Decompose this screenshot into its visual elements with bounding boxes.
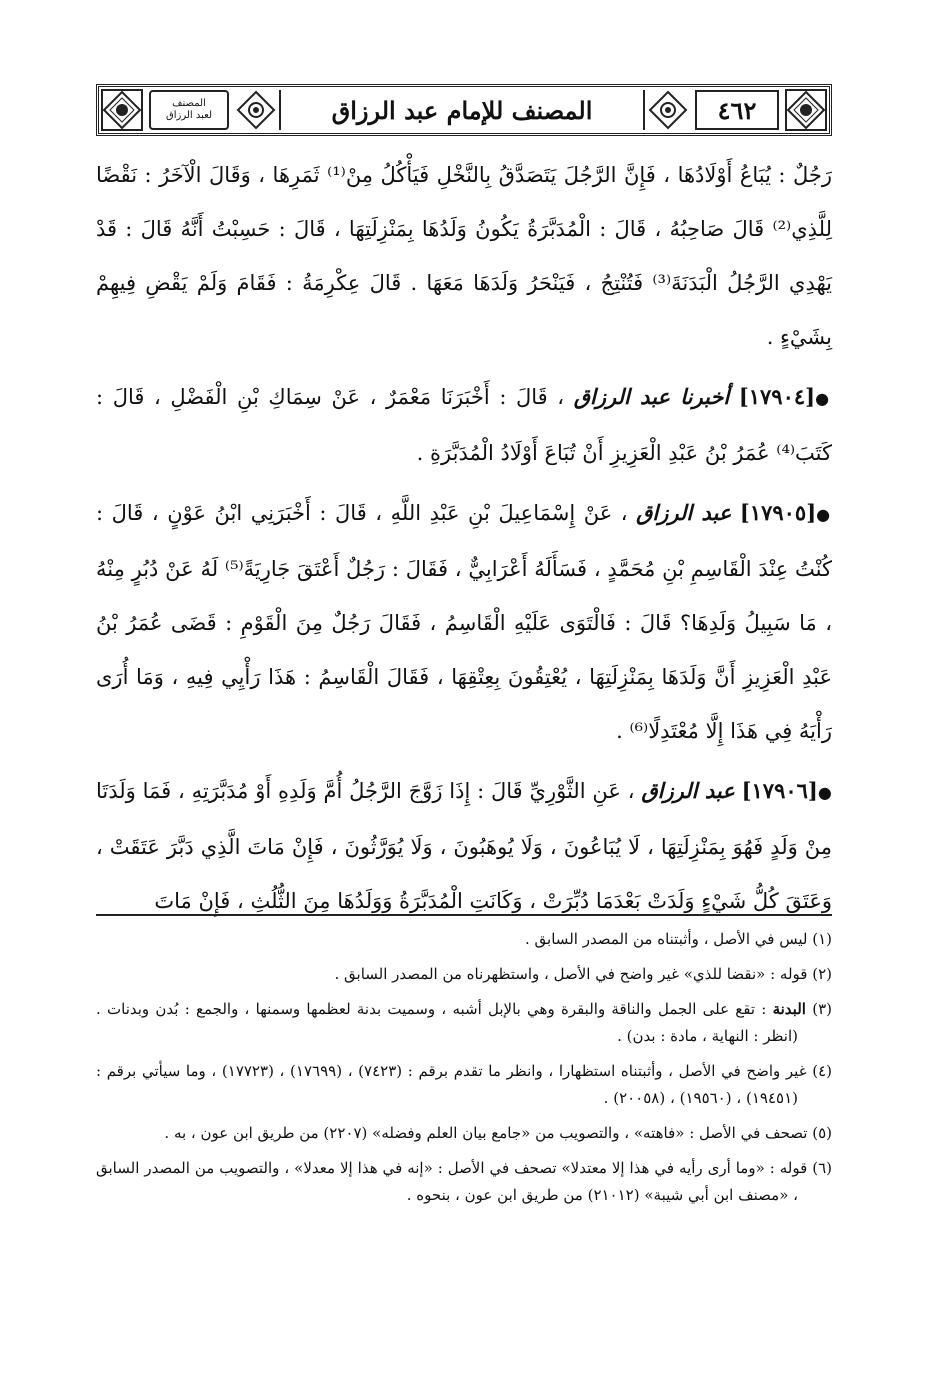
footnote-3: [96, 996, 832, 1050]
footnote-number: (٣): [812, 1000, 832, 1018]
narrator: عبد الرزاق: [636, 500, 732, 525]
footnote-text: قوله : «نقضا للذي» غير واضح في الأصل ، واستظهرناه من المصدر السابق .: [334, 965, 808, 983]
footnote-text: تصحف في الأصل : «فاهته» ، والتصويب من «جامع بيان العلم وفضله» (٢٢٠٧) من طريق ابن عون ، به .: [164, 1124, 808, 1142]
footnote-5: [96, 1120, 832, 1147]
ornament-icon: [234, 88, 278, 132]
footnote-number: (٥): [812, 1124, 832, 1142]
footnote-2: [96, 961, 832, 988]
hadith-17904: [96, 370, 832, 480]
ornament-center-right: [645, 88, 691, 132]
footnote-1: [96, 926, 832, 953]
footnote-4: [96, 1058, 832, 1112]
footnote-number: (٤): [812, 1062, 832, 1080]
page-number: ٤٦٢: [695, 90, 779, 130]
book-title: المصنف للإمام عبد الرزاق: [279, 90, 645, 130]
narrator: أخبرنا عبد الرزاق: [573, 384, 730, 409]
hadith-number: [١٧٩٠٥]: [739, 500, 817, 525]
footnote-number: (٢): [812, 965, 832, 983]
hadith-17906: [96, 764, 832, 928]
bullet-icon: ●: [815, 389, 832, 408]
ornament-center-left: [233, 88, 279, 132]
ornament-icon: [784, 88, 828, 132]
hadith-text: ، عَنِ الثَّوْرِيِّ قَالَ : إِذَا زَوَّجَ الرَّجُلُ أُمَّ وَلَدِهِ أَوْ مُدَبَّرَتِهِ ، فَمَا وَلَدَتَا مِنْ وَلَدٍ فَهُوَ بِمَنْزِلَتِهَا ، لَا يُبَاعُونَ ، وَلَا يُوهَبُونَ ، وَلَا يُوَرَّثُونَ ، فَإِنْ مَاتَ الَّذِي دَبَّرَ عَتَقَتْ ، وَعَتَقَ كُلُّ شَيْءٍ وَلَدَتْ بَعْدَمَا دُبِّرَتْ ، وَكَانَتِ الْمُدَبَّرَةُ وَوَلَدُهَا مِنَ الثُّلُثِ ، فَإِنْ مَاتَ: [96, 779, 832, 913]
footnote-divider: [96, 914, 832, 916]
hadith-17905: [96, 486, 832, 758]
footnote-text: : تقع على الجمل والناقة والبقرة وهي بالإبل أشبه ، وسميت بدنة لعظمها وسمنها ، والجمع : بُدن وبدنات . (انظر : النهاية ، مادة : بدن) .: [96, 1000, 798, 1045]
paragraph-continuation: [96, 148, 832, 364]
page-header: [96, 84, 832, 136]
footnote-text: قوله : «وما أرى رأيه في هذا إلا معتدلا» تصحف في الأصل : «إنه في هذا إلا معدلا» ، والتصويب من المصدر السابق ، «مصنف ابن أبي شيبة» (٢١٠١٢) من طريق ابن عون ، بنحوه .: [96, 1159, 808, 1204]
paragraph-text: رَجُلٌ : يُبَاعُ أَوْلَادُهَا ، فَإِنَّ الرَّجُلَ يَتَصَدَّقُ بِالنَّخْلِ فَيَأْكُلُ مِنْ⁽¹⁾ ثَمَرِهَا ، وَقَالَ الْآخَرُ : نَقْضًا لِلَّذِي⁽²⁾ قَالَ صَاحِبُهُ ، قَالَ : الْمُدَبَّرَةُ يَكُونُ وَلَدُهَا بِمَنْزِلَتِهَا ، قَالَ : حَسِبْتُ أَنَّهُ قَالَ : قَدْ يَهْدِي الرَّجُلُ الْبَدَنَةَ⁽³⁾ فَتُنْتِجُ ، فَيَنْحَرُ وَلَدَهَا مَعَهَا . قَالَ عِكْرِمَةُ : فَقَامَ وَلَمْ يَقْضِ فِيهِمْ بِشَيْءٍ .: [96, 163, 833, 349]
ornament-icon: [646, 88, 690, 132]
footnotes: [96, 926, 832, 1217]
hadith-text: ، عَنْ إِسْمَاعِيلَ بْنِ عَبْدِ اللَّهِ ، قَالَ : أَخْبَرَنِي ابْنُ عَوْنٍ ، قَالَ : كُنْتُ عِنْدَ الْقَاسِمِ بْنِ مُحَمَّدٍ ، فَسَأَلَهُ أَعْرَابِيٌّ ، فَقَالَ : رَجُلٌ أَعْتَقَ جَارِيَةً⁽⁵⁾ لَهُ عَنْ دُبُرٍ مِنْهُ ، مَا سَبِيلُ وَلَدِهَا؟ قَالَ : فَالْتَوَى عَلَيْهِ الْقَاسِمُ ، فَقَالَ رَجُلٌ مِنَ الْقَوْمِ : قَضَى عُمَرُ بْنُ عَبْدِ الْعَزِيزِ أَنَّ وَلَدَهَا بِمَنْزِلَتِهَا ، يُعْتِقُونَ بِعِتْقِهَا ، فَقَالَ الْقَاسِمُ : هَذَا رَأْيِي فِيهِ ، وَمَا أُرَى رَأْيَهُ فِي هَذَا إِلَّا مُعْتَدِلًا⁽⁶⁾ .: [96, 501, 832, 743]
book-logo: [149, 90, 229, 130]
main-text: [96, 148, 832, 928]
narrator: عبد الرزاق: [641, 778, 735, 803]
ornament-right: [783, 88, 829, 132]
bullet-icon: ●: [816, 505, 832, 524]
ornament-left: [99, 88, 145, 132]
footnote-number: (١): [812, 930, 832, 948]
logo-line-1: المصنف: [172, 98, 206, 109]
hadith-text: ، قَالَ : أَخْبَرَنَا مَعْمَرٌ ، عَنْ سِمَاكِ بْنِ الْفَضْلِ ، قَالَ : كَتَبَ⁽⁴⁾ عُمَرُ بْنُ عَبْدِ الْعَزِيزِ أَنْ تُبَاعَ أَوْلَادُ الْمُدَبَّرَةِ .: [96, 385, 832, 465]
footnote-text: ليس في الأصل ، وأثبتناه من المصدر السابق .: [525, 930, 808, 948]
logo-line-2: لعبد الرزاق: [165, 110, 213, 121]
footnote-6: [96, 1155, 832, 1209]
footnote-term: البدنة: [772, 1000, 806, 1018]
footnote-text: غير واضح في الأصل ، وأثبتناه استظهارا ، وانظر ما تقدم برقم : (٧٤٢٣) ، (١٧٦٩٩) ، (١٧٧٢٣) ، وما سيأتي برقم : (١٩٤٥١) ، (١٩٥٦٠) ، (٢٠٠٥٨) .: [96, 1062, 807, 1107]
bullet-icon: ●: [817, 783, 832, 802]
hadith-number: [١٧٩٠٦]: [741, 778, 818, 803]
footnote-number: (٦): [812, 1159, 832, 1177]
ornament-icon: [100, 88, 144, 132]
hadith-number: [١٧٩٠٤]: [738, 384, 816, 409]
